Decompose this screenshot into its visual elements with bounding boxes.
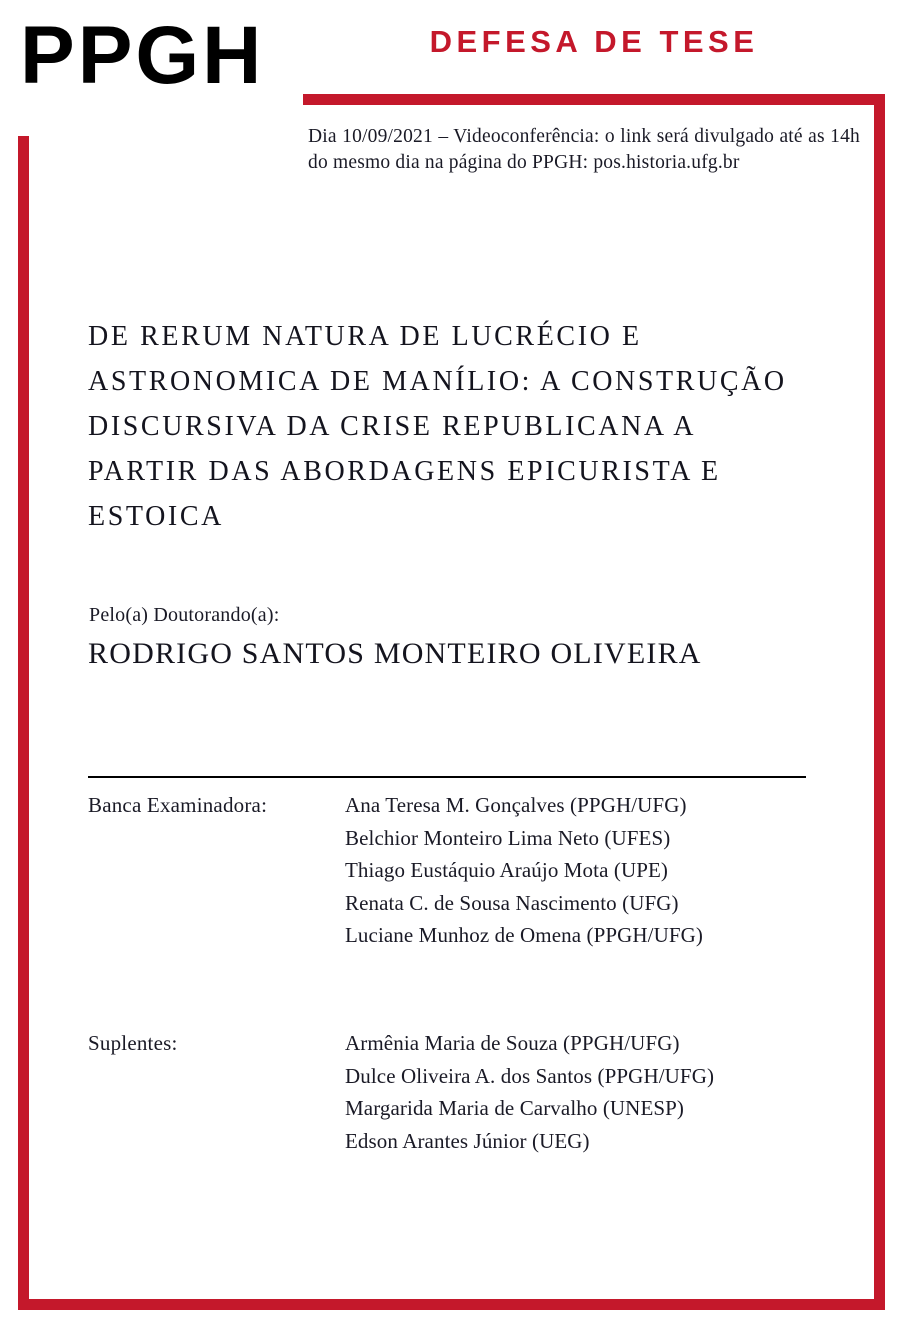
thesis-title: DE RERUM NATURA DE LUCRÉCIO E ASTRONOMICA DE MANÍLIO: A CONSTRUÇÃO DISCURSIVA DA CRISE REPUBLICANA A PARTIR DAS ABORDAGENS EPICURISTA E ESTOICA: [88, 320, 787, 532]
list-item: Renata C. de Sousa Nascimento (UFG): [345, 890, 679, 915]
event-info-text: Dia 10/09/2021 – Videoconferência: o link será divulgado até as 14h do mesmo dia na página do PPGH: pos.historia.ufg.br: [308, 126, 860, 173]
frame-bottom-bar: [18, 1299, 885, 1310]
list-item: Margarida Maria de Carvalho (UNESP): [345, 1096, 685, 1120]
frame-left-bar: [18, 136, 29, 1310]
list-item: Luciane Munhoz de Omena (PPGH/UFG): [345, 923, 704, 947]
candidate-label: Pelo(a) Doutorando(a):: [89, 604, 280, 626]
list-item: Ana Teresa M. Gonçalves (PPGH/UFG): [345, 793, 687, 817]
committee-section: [88, 789, 828, 952]
substitutes-label: Suplentes:: [88, 1031, 178, 1055]
committee-row: [88, 789, 828, 952]
list-item: Dulce Oliveira A. dos Santos (PPGH/UFG): [345, 1063, 715, 1088]
candidate-name: RODRIGO SANTOS MONTEIRO OLIVEIRA: [88, 637, 702, 670]
frame-right-bar: [874, 94, 885, 1310]
list-item: Armênia Maria de Souza (PPGH/UFG): [345, 1031, 680, 1055]
substitutes-section: [88, 1027, 828, 1157]
list-item: Thiago Eustáquio Araújo Mota (UPE): [345, 858, 669, 882]
list-item: Edson Arantes Júnior (UEG): [345, 1128, 590, 1153]
ppgh-logo: PPGH: [20, 10, 265, 101]
event-type-title: DEFESA DE TESE: [429, 24, 759, 59]
committee-label: Banca Examinadora:: [88, 793, 268, 817]
list-item: Belchior Monteiro Lima Neto (UFES): [345, 825, 671, 850]
section-divider: [88, 776, 806, 778]
substitutes-member-list: [345, 1027, 828, 1157]
frame-top-bar: [303, 94, 885, 105]
committee-member-list: [345, 789, 828, 952]
substitutes-row: [88, 1027, 828, 1157]
